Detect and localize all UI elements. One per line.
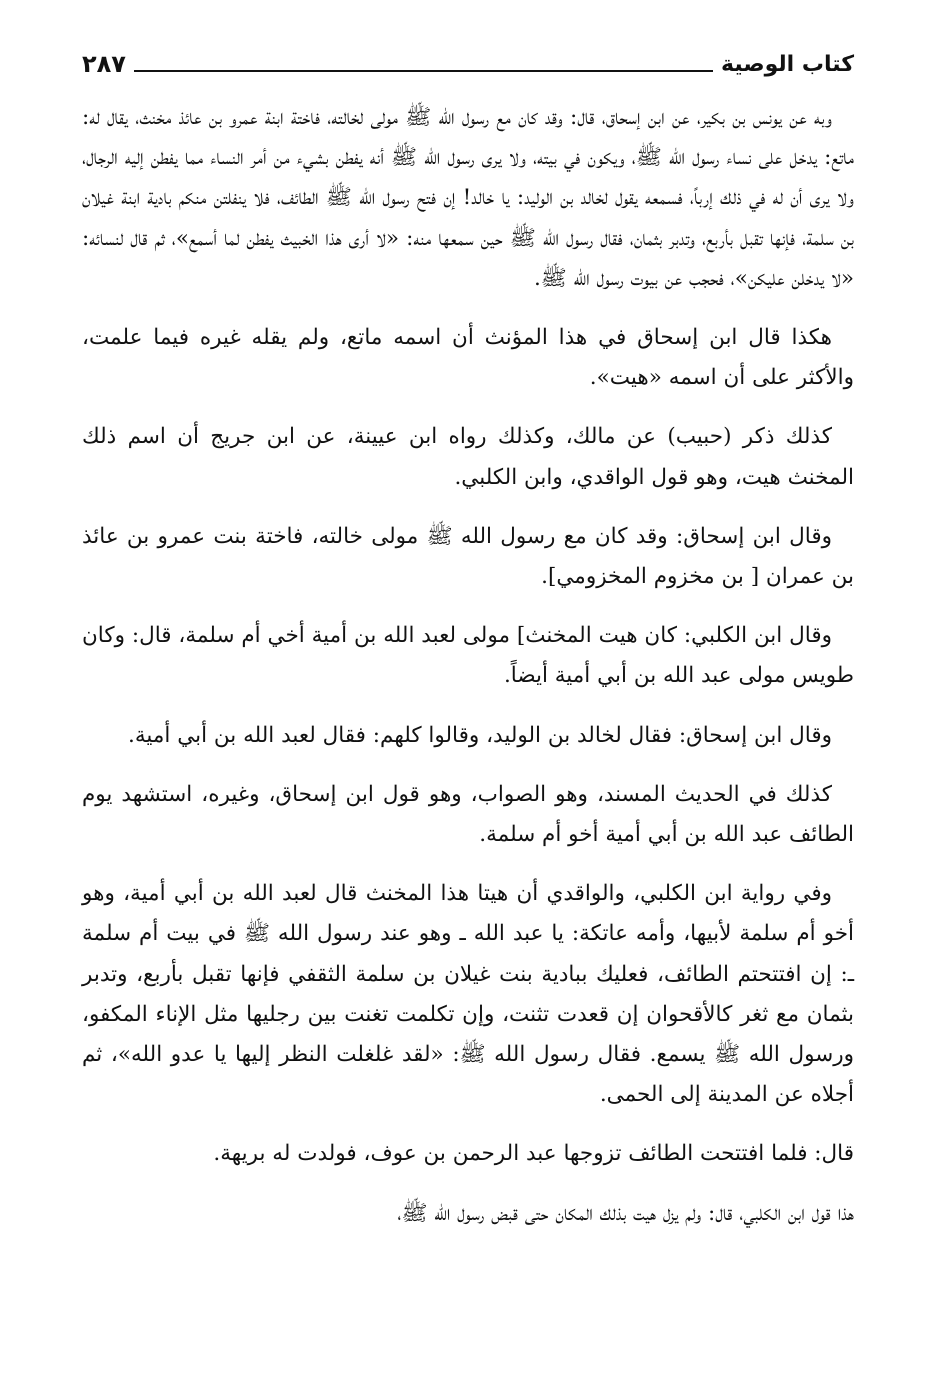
paragraph: وقال ابن إسحاق: فقال لخالد بن الوليد، وقالوا كلهم: فقال لعبد الله بن أبي أمية. — [128, 722, 832, 748]
header-rule — [134, 70, 713, 72]
paragraph: هذا قول ابن الكلبي، قال: ولم يزل هيت بذلك المكان حتى قبض رسول الله ﷺ، — [397, 1200, 854, 1226]
paragraph: وقال ابن الكلبي: كان هيت المخنث] مولى لعبد الله بن أمية أخي أم سلمة، قال: وكان طويس مولى عبد الله بن أبي أمية أيضاً. — [82, 623, 854, 689]
paragraph: وقال ابن إسحاق: وقد كان مع رسول الله ﷺ مولى خالته، فاختة بنت عمرو بن عائذ بن عمران [ بن مخزوم المخزومي]. — [82, 523, 854, 590]
paragraph: وبه عن يونس بن بكير، عن ابن إسحاق، قال: وقد كان مع رسول الله ﷺ مولى لخالته، فاختة ابنة عمرو بن عائذ مخنث، يقال له: ماتع: يدخل على نساء رسول الله ﷺ، ويكون في بيته، ولا يرى رسول الله ﷺ أنه يفطن بشيء من أمر النساء مما يفطن إليه الرجال، ولا يرى أن له في ذلك إرباً، فسمعه يقول لخالد بن الوليد: يا خالد! إن فتح رسول الله ﷺ الطائف، فلا ينفلتن منكم بادية ابنة غيلان بن سلمة، فإنها تقبل بأربع، وتدبر بثمان، فقال رسول الله ﷺ حين سمعها منه: «لا أرى هذا الخبيث يفطن لما أسمع»، ثم قال لنسائه: «لا يدخلن عليكن»، فحجب عن بيوت رسول الله ﷺ. — [82, 105, 854, 291]
page-number: ٢٨٧ — [82, 50, 126, 78]
book-title: كتاب الوصية — [721, 52, 854, 77]
paragraph: كذلك ذكر (حبيب) عن مالك، وكذلك رواه ابن عيينة، عن ابن جريج أن اسم ذلك المخنث هيت، وهو قول الواقدي، وابن الكلبي. — [82, 424, 854, 490]
paragraph: وفي رواية ابن الكلبي، والواقدي أن هيتا هذا المخنث قال لعبد الله بن أبي أمية، وهو أخو أم سلمة لأبيها، وأمه عاتكة: يا عبد الله ـ وهو عند رسول الله ﷺ في بيت أم سلمة ـ: إن افتتحتم الطائف، فعليك ببادية بنت غيلان بن سلمة الثقفي فإنها تقبل بأربع، وتدبر بثمان مع ثغر كالأقحوان إن قعدت تثنت، وإن تكلمت تغنت بين رجليها مثل الإناء المكفو، ورسول الله ﷺ يسمع. فقال رسول الله ﷺ: «لقد غلغلت النظر إليها يا عدو الله»، ثم أجلاه عن المدينة إلى الحمى. — [82, 881, 854, 1108]
paragraph: قال: فلما افتتحت الطائف تزوجها عبد الرحمن بن عوف، فولدت له بريهة. — [213, 1141, 854, 1167]
paragraph: هكذا قال ابن إسحاق في هذا المؤنث أن اسمه ماتع، ولم يقله غيره فيما علمت، والأكثر على أن اسمه «هيت». — [82, 325, 854, 391]
page-body — [82, 98, 854, 1234]
page-header — [82, 32, 854, 76]
paragraph: كذلك في الحديث المسند، وهو الصواب، وهو قول ابن إسحاق، وغيره، استشهد يوم الطائف عبد الله بن أبي أمية أخو أم سلمة. — [82, 781, 854, 848]
